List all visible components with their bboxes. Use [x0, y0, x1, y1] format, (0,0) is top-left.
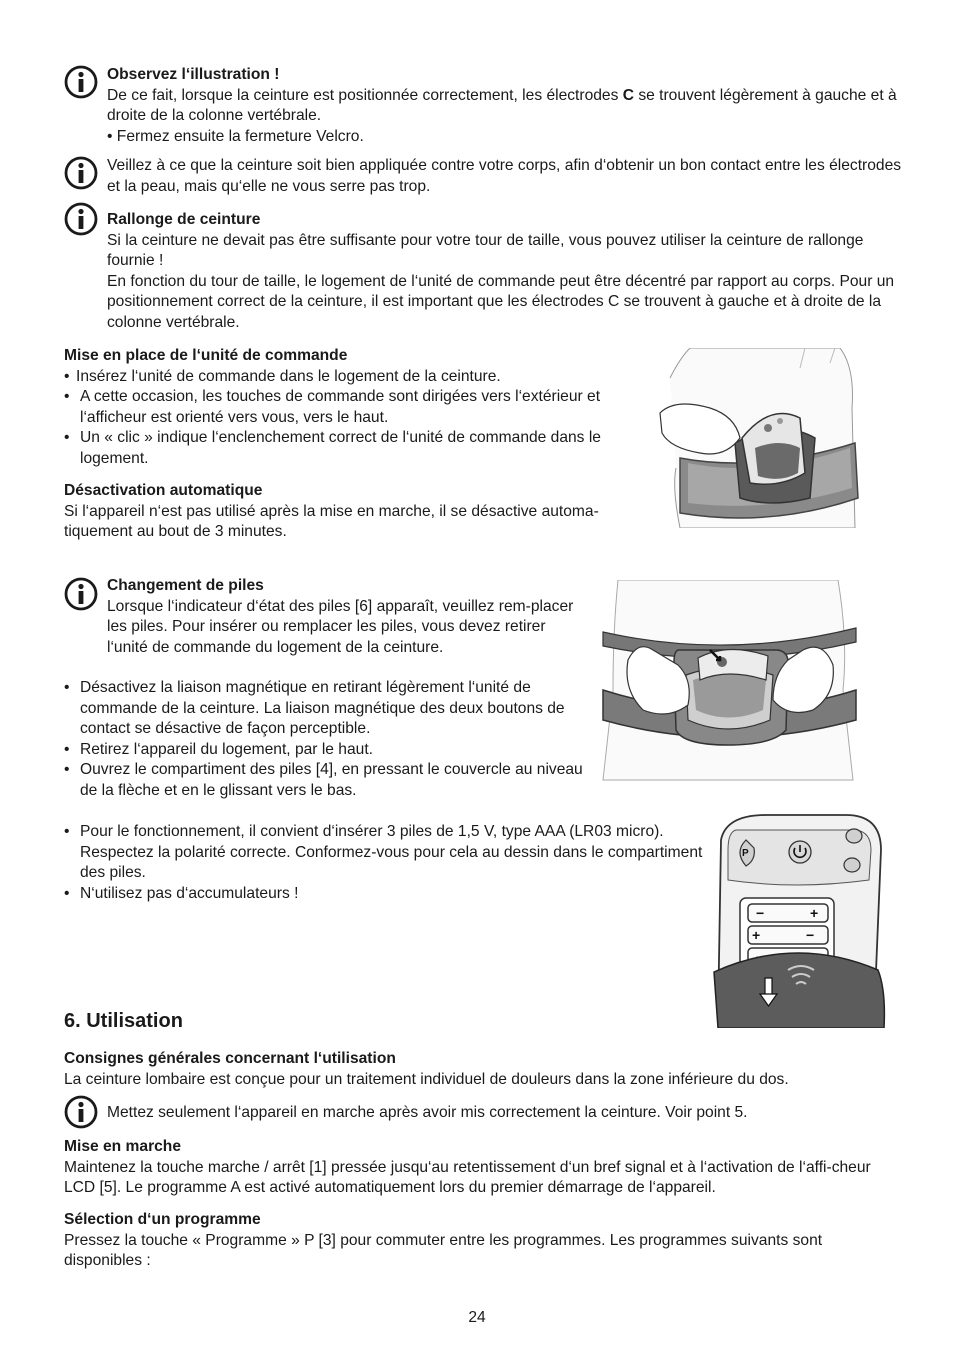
usage-general-text: La ceinture lombaire est conçue pour un traitement individuel de douleurs dans la zone inférieure du dos.: [64, 1070, 789, 1088]
control-unit-section: [64, 346, 624, 469]
batteries-steps: [64, 678, 584, 801]
note-observe-bullet: • Fermez ensuite la fermeture Velcro.: [107, 127, 364, 145]
note-extension-p1: Si la ceinture ne devait pas être suffisante pour votre tour de taille, vous pouvez utiliser la ceinture de rallonge fournie !: [107, 231, 864, 269]
list-item: • Ouvrez le compartiment des piles [4], en pressant le couvercle au niveau de la flèche et en le glissant vers le bas.: [64, 760, 584, 801]
usage-general: [64, 1049, 894, 1090]
usage-general-heading: Consignes générales concernant l‘utilisation: [64, 1050, 396, 1067]
note-batteries: [107, 576, 577, 658]
list-item: • Désactivez la liaison magnétique en retirant légèrement l‘unité de commande de la ceinture. La liaison magnétique des deux boutons de contact se désactive de façon perceptible.: [64, 678, 584, 740]
usage-note-text: Mettez seulement l‘appareil en marche après avoir mis correctement la ceinture. Voir point 5.: [107, 1104, 748, 1121]
figure-battery-compartment: [706, 810, 886, 1028]
list-item: • Retirez l‘appareil du logement, par le haut.: [64, 740, 584, 761]
batteries-insert: [64, 822, 704, 904]
note-contact: [107, 156, 907, 197]
list-item: • N‘utilisez pas d‘accumulateurs !: [64, 884, 704, 905]
list-item: • Un « clic » indique l‘enclenchement correct de l‘unité de commande dans le logement.: [64, 428, 624, 469]
usage-program-heading: Sélection d‘un programme: [64, 1211, 261, 1228]
list-item: • Insérez l‘unité de commande dans le logement de la ceinture.: [64, 367, 624, 388]
info-icon: [64, 1095, 98, 1129]
info-icon: [64, 577, 98, 611]
list-item: • A cette occasion, les touches de commande sont dirigées vers l‘extérieur et l‘afficheur est orienté vers vous, vers le haut.: [64, 387, 624, 428]
svg-text:+: +: [752, 927, 761, 943]
note-batteries-text: Lorsque l‘indicateur d‘état des piles [6] apparaît, veuillez rem-placer les piles. Pour insérer ou remplacer les piles, vous devez retirer l‘unité de commande du logement de la ceinture.: [107, 597, 574, 656]
note-observe: [107, 65, 907, 147]
usage-start-heading: Mise en marche: [64, 1138, 182, 1155]
figure-remove-unit: [598, 580, 858, 782]
note-batteries-title: Changement de piles: [107, 577, 264, 594]
page-number: 24: [468, 1309, 486, 1326]
svg-text:−: −: [806, 927, 815, 943]
note-observe-title: Observez l‘illustration !: [107, 66, 280, 83]
list-item: • Pour le fonctionnement, il convient d‘insérer 3 piles de 1,5 V, type AAA (LR03 micro). Respectez la polarité correcte. Conformez-vous pour cela au dessin dans le compartiment des piles.: [64, 822, 704, 884]
section-title: 6. Utilisation: [64, 1010, 183, 1032]
note-extension: [107, 210, 907, 333]
svg-text:+: +: [810, 905, 819, 921]
note-observe-text: De ce fait, lorsque la ceinture est positionnée correctement, les électrodes C se trouvent légèrement à gauche et à droite de la colonne vertébrale.: [107, 86, 897, 124]
svg-text:−: −: [756, 905, 765, 921]
auto-off-text: Si l‘appareil n‘est pas utilisé après la mise en marche, il se désactive automa-tiquement au bout de 3 minutes.: [64, 502, 599, 540]
note-extension-p2: En fonction du tour de taille, le logement de l‘unité de commande peut être décentré par rapport au corps. Pour un positionnement correct de la ceinture, il est important que les électrodes C se trouvent à gauche et à droite de la colonne vertébrale.: [107, 272, 895, 331]
info-icon: [64, 202, 98, 236]
auto-off-section: [64, 481, 634, 543]
p-button-label: P: [742, 848, 749, 859]
control-unit-heading: Mise en place de l‘unité de commande: [64, 347, 348, 364]
usage-program: [64, 1210, 894, 1272]
usage-start-text: Maintenez la touche marche / arrêt [1] pressée jusqu‘au retentissement d‘un bref signal et à l‘activation de l‘affi-cheur LCD [5]. Le programme A est activé automatiquement lors du premier démarrage de l‘appareil.: [64, 1158, 871, 1196]
figure-insert-unit: [640, 348, 870, 528]
info-icon: [64, 156, 98, 190]
usage-note: [107, 1103, 897, 1124]
usage-program-text: Pressez la touche « Programme » P [3] pour commuter entre les programmes. Les programmes suivants sont disponibles :: [64, 1231, 823, 1269]
note-extension-title: Rallonge de ceinture: [107, 211, 261, 228]
usage-start: [64, 1137, 894, 1199]
info-icon: [64, 65, 98, 99]
note-contact-text: Veillez à ce que la ceinture soit bien appliquée contre votre corps, afin d‘obtenir un bon contact entre les électrodes et la peau, mais qu‘elle ne vous serre pas trop.: [107, 157, 902, 195]
auto-off-heading: Désactivation automatique: [64, 482, 263, 499]
